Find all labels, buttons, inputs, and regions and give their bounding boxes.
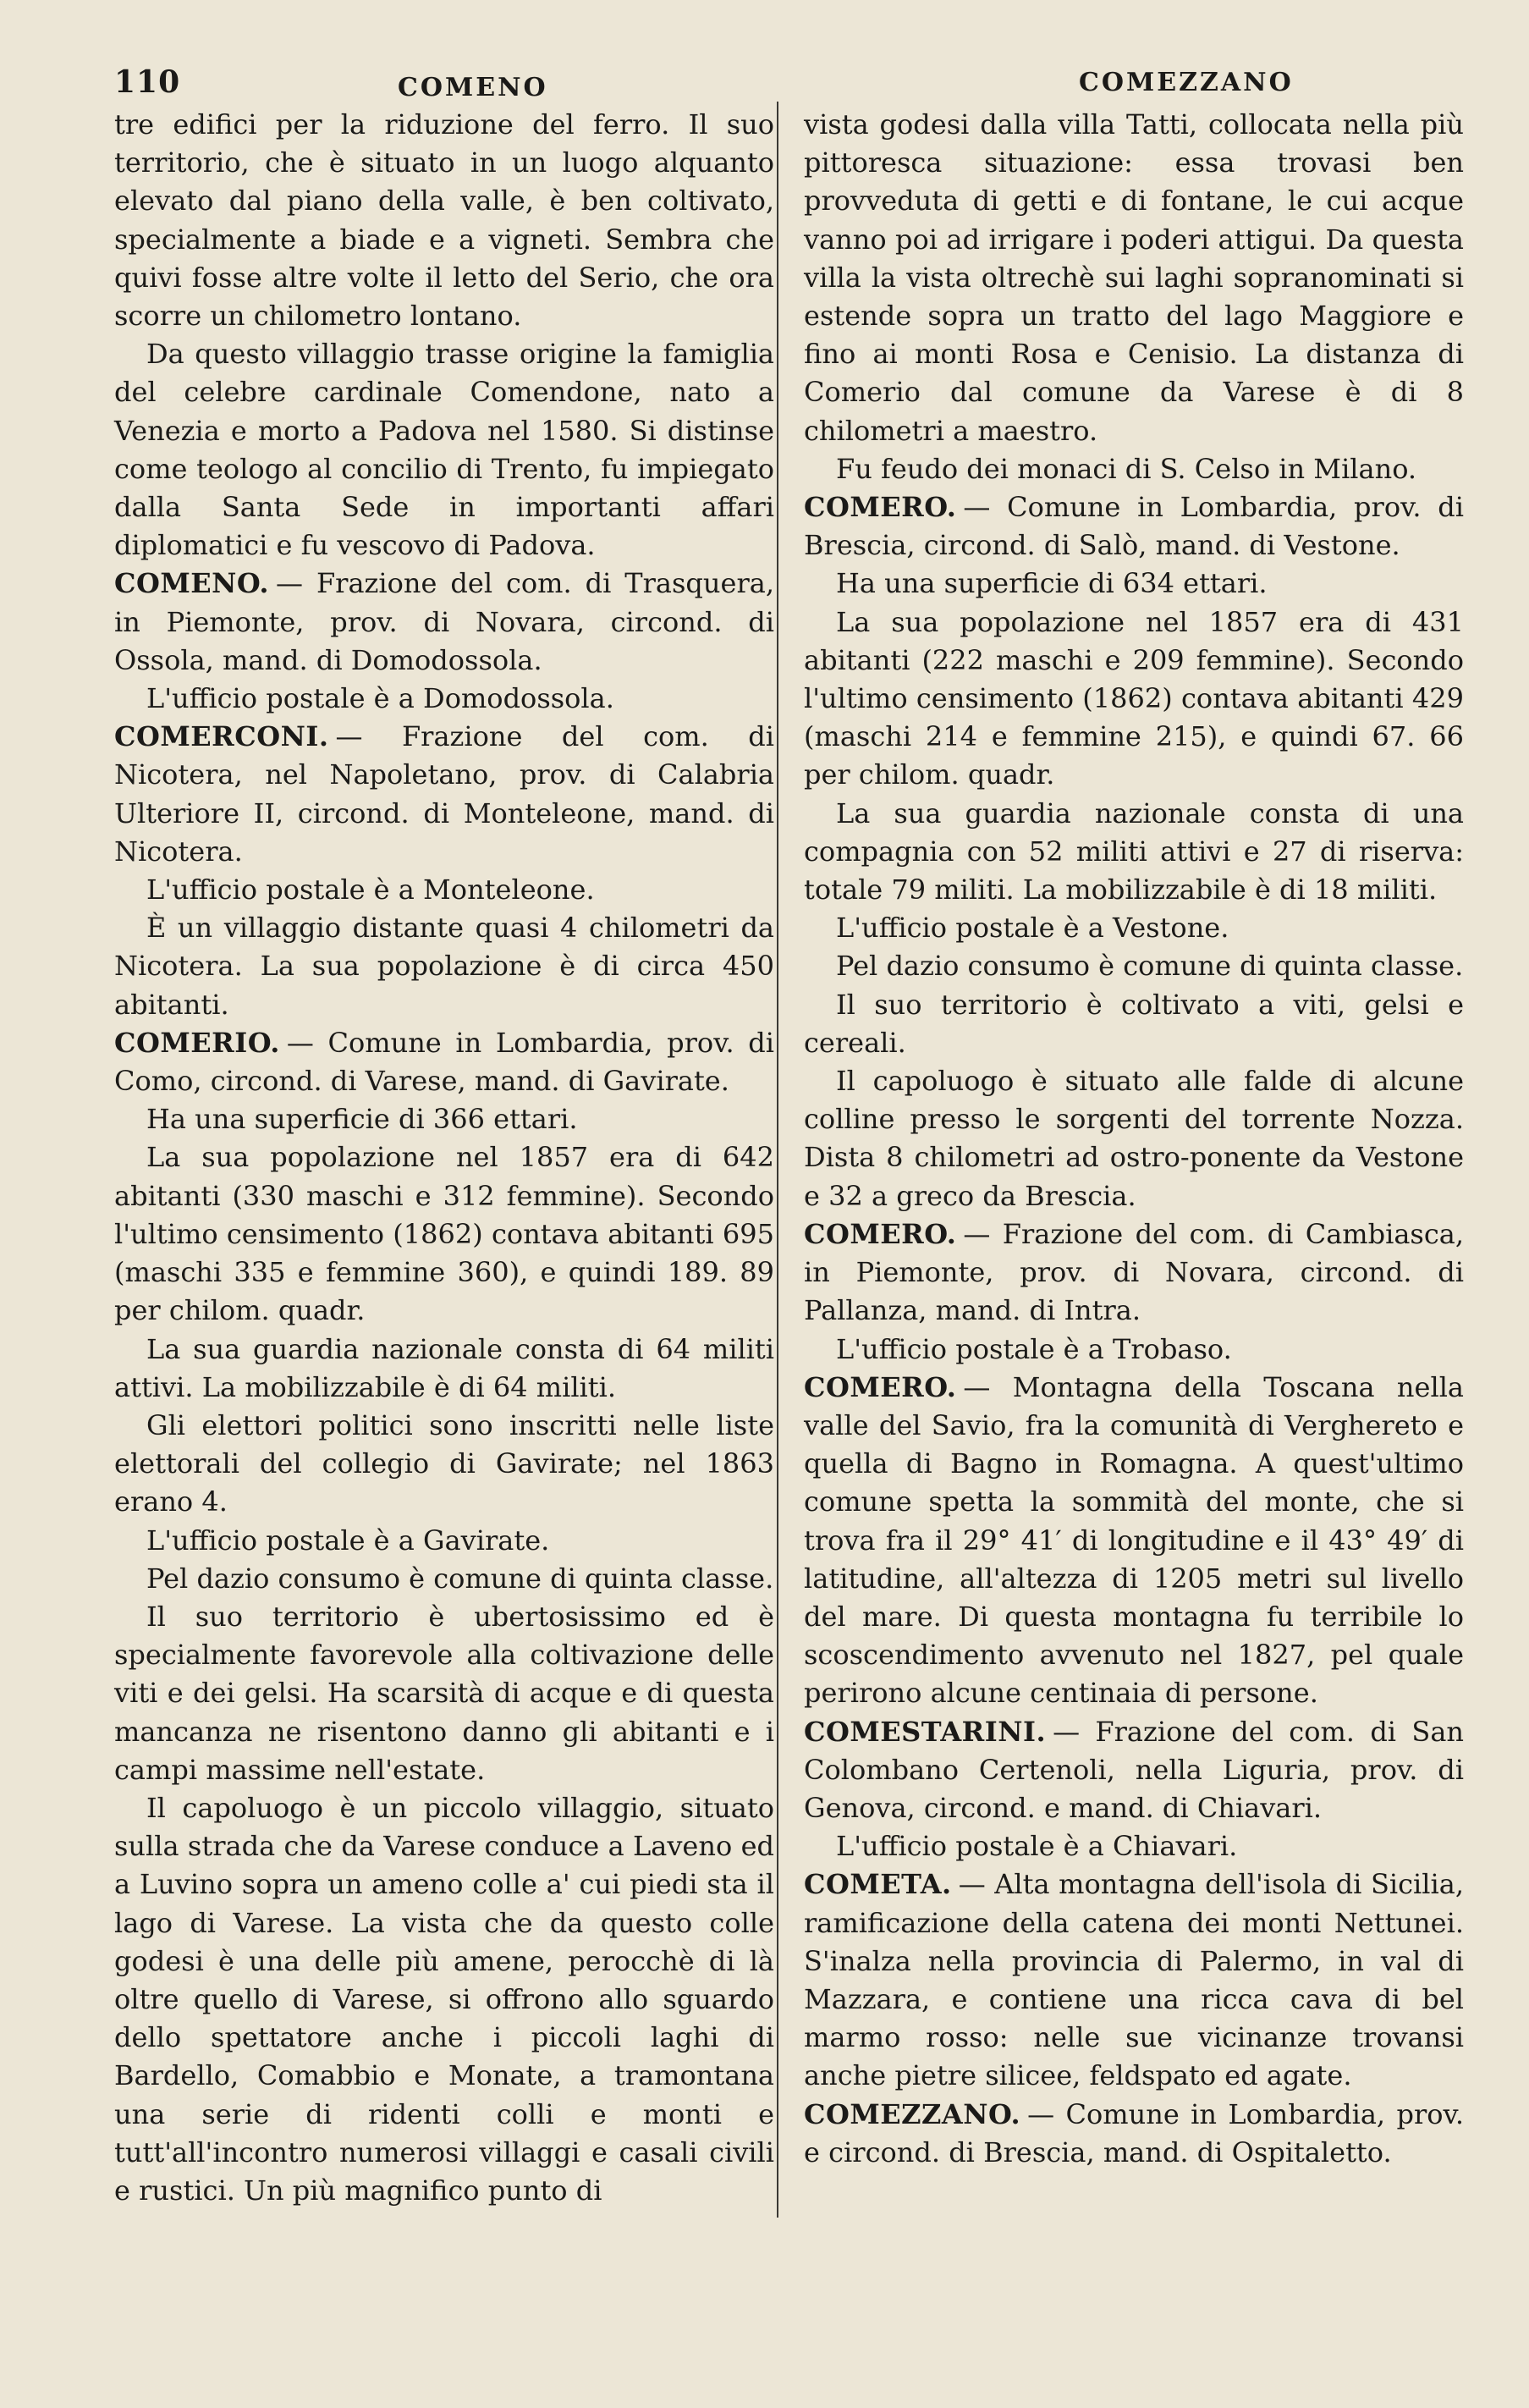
entry-comero-toscana xyxy=(804,1369,1464,1713)
paragraph: Il suo territorio è ubertosissimo ed è specialmente favorevole alla coltivazione delle viti e dei gelsi. Ha scarsità di acque e di questa mancanza ne risentono danno gli abitanti e i campi massime nell'estate. xyxy=(114,1600,774,1786)
paragraph: La sua guardia nazionale consta di 64 militi attivi. La mobilizzabile è di 64 militi. xyxy=(114,1332,774,1403)
entry-text: — Frazione del com. di Nicotera, nel Napoletano, prov. di Calabria Ulteriore II, circond. di Monteleone, mand. di Nicotera. xyxy=(114,720,774,868)
entry-term: COMEZZANO. xyxy=(804,2097,1021,2130)
paragraph: La sua popolazione nel 1857 era di 431 abitanti (222 maschi e 209 femmine). Secondo l'ultimo censimento (1862) contava abitanti 429 (maschi 214 e femmine 215), e quindi 67. 66 per chilom. quadr. xyxy=(804,605,1464,791)
paragraph: L'ufficio postale è a Chiavari. xyxy=(836,1830,1238,1863)
paragraph: Fu feudo dei monaci di S. Celso in Milano. xyxy=(836,452,1417,485)
paragraph: L'ufficio postale è a Gavirate. xyxy=(146,1524,550,1557)
entry-term: COMERO. xyxy=(804,1217,957,1250)
paragraph: Il capoluogo è situato alle falde di alcune colline presso le sorgenti del torrente Nozza. Dista 8 chilometri ad ostro-ponente da Vestone e 32 a greco da Brescia. xyxy=(804,1065,1464,1212)
entry-comerio xyxy=(114,1024,774,1100)
entry-comerconi xyxy=(114,718,774,871)
entry-comestarini xyxy=(804,1713,1464,1828)
running-head-right: COMEZZANO xyxy=(1079,68,1294,97)
paragraph: Da questo villaggio trasse origine la famiglia del celebre cardinale Comendone, nato a Venezia e morto a Padova nel 1580. Si distinse come teologo al concilio di Trento, fu impiegato dalla Santa Sede in importanti affari diplomatici e fu vescovo di Padova. xyxy=(114,338,774,562)
entry-text: — Frazione del com. di Trasquera, in Piemonte, prov. di Novara, circond. di Ossola, mand. di Domodossola. xyxy=(114,567,774,676)
page-number: 110 xyxy=(114,64,181,100)
paragraph: L'ufficio postale è a Domodossola. xyxy=(146,682,614,715)
paragraph: La sua guardia nazionale consta di una compagnia con 52 militi attivi e 27 di riserva: totale 79 militi. La mobilizzabile è di 18 militi. xyxy=(804,796,1464,906)
entry-comero-brescia xyxy=(804,488,1464,565)
entry-term: COMENO. xyxy=(114,567,270,600)
entry-term: COMERCONI. xyxy=(114,720,329,753)
paragraph: L'ufficio postale è a Trobaso. xyxy=(836,1332,1232,1365)
paragraph: L'ufficio postale è a Monteleone. xyxy=(146,873,595,906)
entry-comero-novara xyxy=(804,1215,1464,1331)
right-column xyxy=(804,106,1464,2172)
paragraph: Ha una superficie di 366 ettari. xyxy=(146,1103,578,1136)
column-divider xyxy=(777,102,778,2218)
paragraph: tre edifici per la riduzione del ferro. Il suo territorio, che è situato in un luogo alquanto elevato dal piano della valle, è ben coltivato, specialmente a biade e a vigneti. Sembra che quivi fosse altre volte il letto del Serio, che ora scorre un chilometro lontano. xyxy=(114,108,774,333)
paragraph: Gli elettori politici sono inscritti nelle liste elettorali del collegio di Gavirate; nel 1863 erano 4. xyxy=(114,1408,774,1518)
paragraph: Il capoluogo è un piccolo villaggio, situato sulla strada che da Varese conduce a Laveno ed a Luvino sopra un ameno colle a' cui piedi sta il lago di Varese. La vista che da questo colle godesi è una delle più amene, perocchè di là oltre quello di Varese, si offrono allo sguardo dello spettatore anche i piccoli laghi di Bardello, Comabbio e Monate, a tramontana una serie di ridenti colli e monti e tutt'all'incontro numerosi villaggi e casali civili e rustici. Un più magnifico punto di xyxy=(114,1791,774,2207)
entry-text: — Frazione del com. di Cambiasca, in Piemonte, prov. di Novara, circond. di Pallanza, mand. di Intra. xyxy=(804,1217,1464,1327)
entry-term: COMERO. xyxy=(804,1370,957,1403)
entry-comezzano xyxy=(804,2096,1464,2172)
entry-cometa xyxy=(804,1865,1464,2095)
entry-term: COMERO. xyxy=(804,491,957,524)
entry-text: — Montagna della Toscana nella valle del Savio, fra la comunità di Verghereto e quella di Bagno in Romagna. A quest'ultimo comune spetta la sommità del monte, che si trova fra il 29° 41′ di longitudine e il 43° 49′ di latitudine, all'altezza di 1205 metri sul livello del mare. Di questa montagna fu terribile lo scoscendimento avvenuto nel 1827, pel quale perirono alcune centinaia di persone. xyxy=(804,1370,1464,1710)
entry-comeno xyxy=(114,565,774,680)
entry-term: COMETA. xyxy=(804,1868,952,1901)
paragraph: L'ufficio postale è a Vestone. xyxy=(836,912,1229,945)
left-column xyxy=(114,106,774,2210)
entry-text: — Comune in Lombardia, prov. di Brescia, circond. di Salò, mand. di Vestone. xyxy=(804,491,1464,562)
entry-text: — Comune in Lombardia, prov. e circond. di Brescia, mand. di Ospitaletto. xyxy=(804,2097,1464,2168)
paragraph: La sua popolazione nel 1857 era di 642 abitanti (330 maschi e 312 femmine). Secondo l'ultimo censimento (1862) contava abitanti 695 (maschi 335 e femmine 360), e quindi 189. 89 per chilom. quadr. xyxy=(114,1141,774,1327)
paragraph: È un villaggio distante quasi 4 chilometri da Nicotera. La sua popolazione è di circa 450 abitanti. xyxy=(114,912,774,1021)
paragraph: Pel dazio consumo è comune di quinta classe. xyxy=(146,1562,774,1595)
running-head-left: COMENO xyxy=(398,73,548,102)
entry-text: — Comune in Lombardia, prov. di Como, circond. di Varese, mand. di Gavirate. xyxy=(114,1026,774,1098)
paragraph: Il suo territorio è coltivato a viti, gelsi e cereali. xyxy=(804,988,1464,1059)
paragraph: Ha una superficie di 634 ettari. xyxy=(836,567,1268,600)
entry-term: COMESTARINI. xyxy=(804,1715,1047,1748)
entry-text: — Frazione del com. di San Colombano Certenoli, nella Liguria, prov. di Genova, circond. e mand. di Chiavari. xyxy=(804,1715,1464,1824)
paragraph: vista godesi dalla villa Tatti, collocata nella più pittoresca situazione: essa trovasi ben provveduta di getti e di fontane, le cui acque vanno poi ad irrigare i poderi attigui. Da questa villa la vista oltrechè sui laghi sopranominati si estende sopra un tratto del lago Maggiore e fino ai monti Rosa e Cenisio. La distanza di Comerio dal comune da Varese è di 8 chilometri a maestro. xyxy=(804,108,1464,447)
entry-term: COMERIO. xyxy=(114,1026,280,1059)
entry-text: — Alta montagna dell'isola di Sicilia, ramificazione della catena dei monti Nettunei. S'inalza nella provincia di Palermo, in val di Mazzara, e contiene una ricca cava di bel marmo rosso: nelle sue vicinanze trovansi anche pietre silicee, feldspato ed agate. xyxy=(804,1868,1464,2092)
paragraph: Pel dazio consumo è comune di quinta classe. xyxy=(836,950,1464,983)
